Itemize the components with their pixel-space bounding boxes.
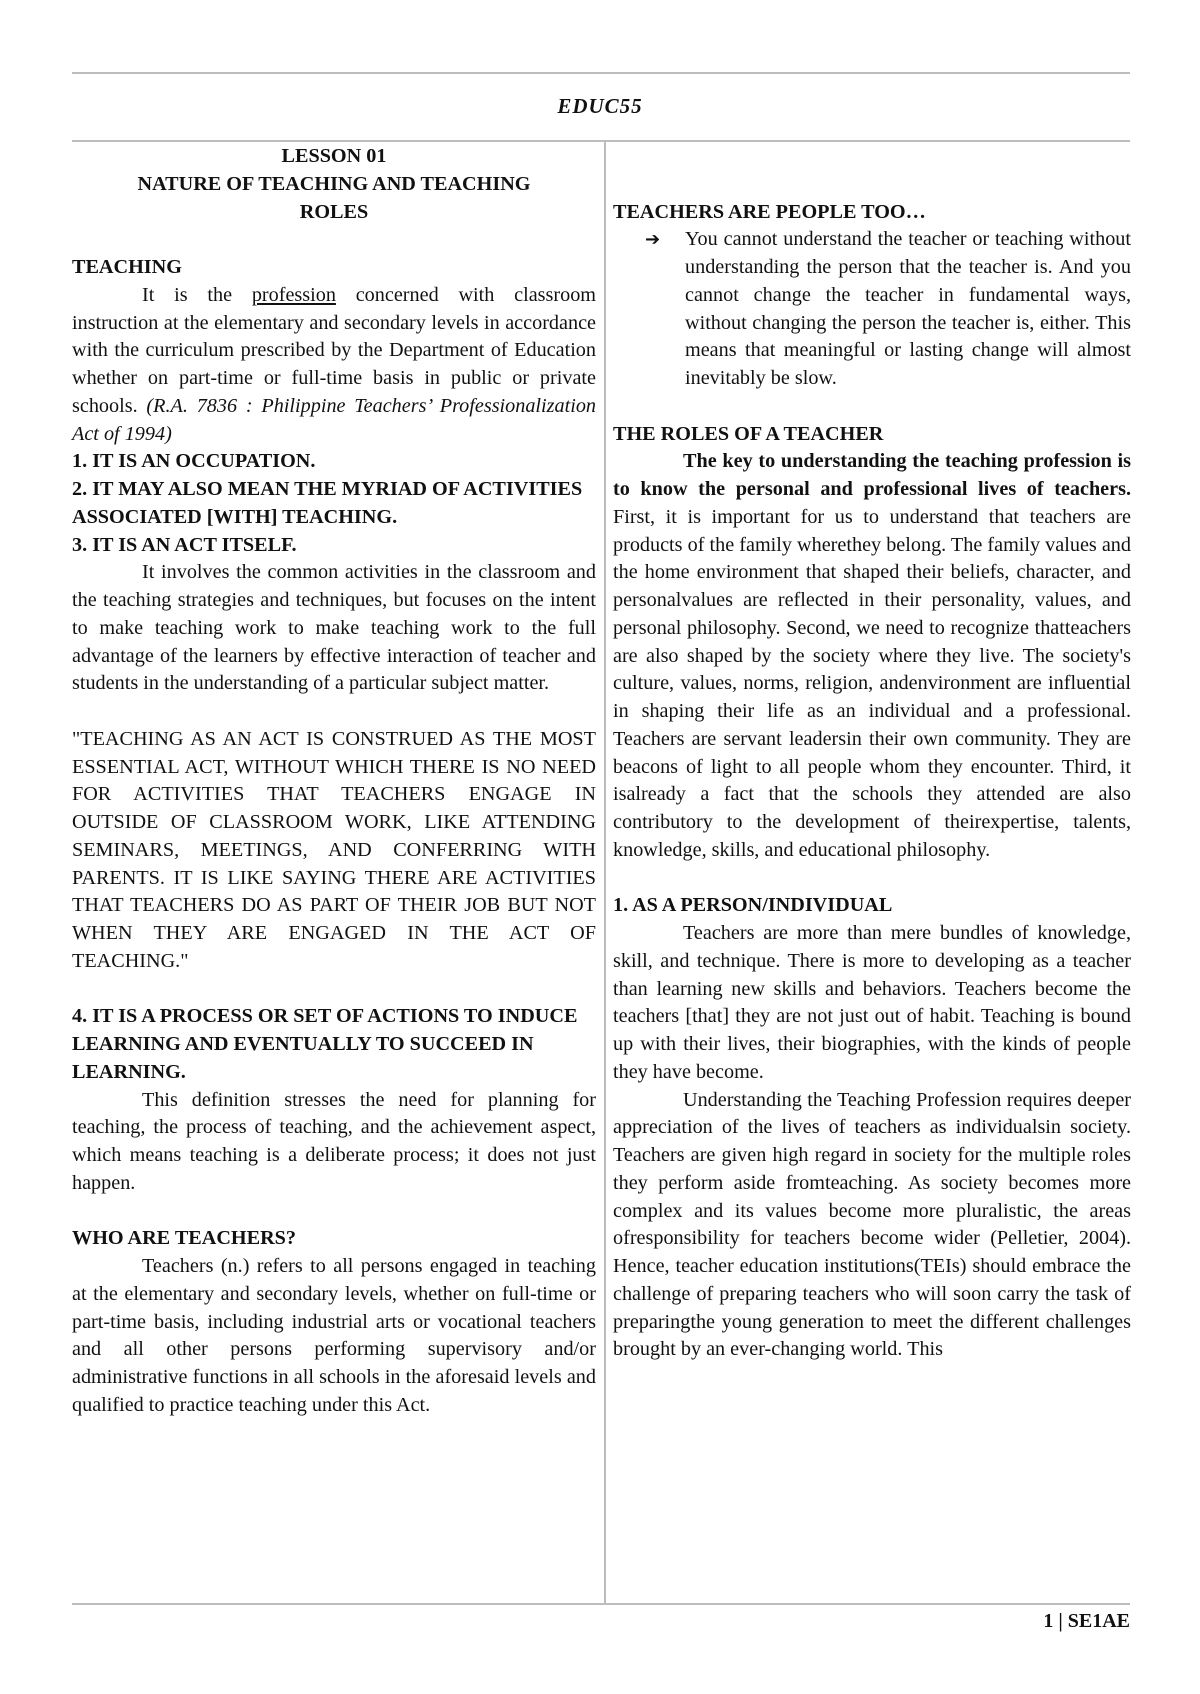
teaching-quote: "TEACHING AS AN ACT IS CONSTRUED AS THE MOST ESSENTIAL ACT, WITHOUT WHICH THERE IS NO NEED FOR ACTIVITIES THAT TEACHERS ENGAGE IN OUTSIDE OF CLASSROOM WORK, LIKE ATTENDING SEMINARS, MEETINGS, AND CONFERRING WITH PARENTS. IT IS LIKE SAYING THERE ARE ACTIVITIES THAT TEACHERS DO AS PART OF THEIR JOB BUT NOT WHEN THEY ARE ENGAGED IN THE ACT OF TEACHING." [72, 727, 596, 972]
teaching-item-3-body: It involves the common activities in the classroom and the teaching strategies and techniques, but focuses on the intent to make teaching work to make teaching work to the full advantage of the learners by effective interaction of teacher and students in the understanding of a particular subject matter. [72, 561, 596, 695]
roles-text: First, it is important for us to understand that teachers are products of the family wherethey belong. The family values and the home environment that shaped their beliefs, character, and personalvalues are reflected in their personality, values, and personal philosophy. Second, we need to recognize thatteachers are also shaped by the society where they live. The society's culture, values, norms, religion, andenvironment are influential in shaping their life as an individual and a professional. Teachers are servant leadersin their own community. They are beacons of light to all people whom they encounter. Third, it isalready a fact that the schools they attended are also contributory to the development of theirexpertise, talents, knowledge, skills, and educational philosophy. [613, 505, 1131, 861]
profession-term: profession [251, 283, 336, 306]
roles-key-statement: The key to understanding the teaching profession is to know the personal and professional lives of teachers. [613, 450, 1131, 500]
teaching-definition [72, 282, 596, 449]
teaching-item-4: 4. IT IS A PROCESS OR SET OF ACTIONS TO INDUCE LEARNING AND EVENTUALLY TO SUCCEED IN LEARNING. [72, 1005, 578, 1083]
person-heading: 1. AS A PERSON/INDIVIDUAL [613, 894, 893, 917]
teaching-item-2: 2. IT MAY ALSO MEAN THE MYRIAD OF ACTIVITIES ASSOCIATED [WITH] TEACHING. [72, 478, 583, 528]
who-are-teachers-heading: WHO ARE TEACHERS? [72, 1227, 296, 1250]
column-divider [604, 140, 606, 1603]
lesson-title-line-1: NATURE OF TEACHING AND TEACHING [137, 172, 531, 195]
header-rule [72, 140, 1130, 142]
right-column [613, 143, 1131, 1364]
lesson-number: LESSON 01 [281, 145, 387, 167]
teachers-people-heading: TEACHERS ARE PEOPLE TOO… [613, 200, 926, 223]
running-header: EDUC55 [557, 94, 643, 118]
page-footer: 1 | SE1AE [1043, 1610, 1130, 1632]
definition-text-start: It is the [142, 283, 252, 306]
roles-heading: THE ROLES OF A TEACHER [613, 422, 884, 445]
teaching-heading: TEACHING [72, 256, 182, 278]
definition-text: concerned with classroom instruction at the elementary and secondary levels in accordance with the curriculum prescribed by the Department of Education whether on part-time or full-time basis in public or private schools. [72, 283, 596, 417]
teaching-item-3: 3. IT IS AN ACT ITSELF. [72, 533, 297, 556]
left-column [72, 143, 596, 1420]
footer-rule [72, 1603, 1130, 1605]
teachers-people-bullet [613, 226, 1131, 393]
arrow-bullet-icon: ➔ [645, 229, 661, 251]
teaching-item-4-body: This definition stresses the need for planning for teaching, the process of teaching, and the achievement aspect, which means teaching is a deliberate process; it does not just happen. [72, 1088, 596, 1194]
roles-body [613, 448, 1131, 864]
bullet-text: You cannot understand the teacher or teaching without understanding the person that the teacher is. And you cannot change the teacher in fundamental ways, without changing the person the teacher is, either. This means that meaningful or lasting change will almost inevitably be slow. [685, 228, 1131, 389]
person-paragraph-1: Teachers are more than mere bundles of knowledge, skill, and technique. There is more to developing as a teacher than learning new skills and behaviors. Teachers become the teachers [that] they are not just out of habit. Teaching is bound up with their lives, their biographies, with the kinds of people they have become. [613, 922, 1131, 1083]
person-paragraph-2: Understanding the Teaching Profession requires deeper appreciation of the lives of teachers as individualsin society. Teachers are given high regard in society for the multiple roles they perform aside fromteaching. As society becomes more complex and its values become more pluralistic, the areas ofresponsibility for teachers become wider (Pelletier, 2004). Hence, teacher education institutions(TEIs) should embrace the challenge of preparing teachers who will soon carry the task of preparingthe young generation to meet the different challenges brought by an ever-changing world. This [613, 1088, 1131, 1361]
definition-citation: (R.A. 7836 : Philippine Teachers’ Professionalization Act of 1994) [72, 394, 597, 445]
who-are-teachers-body: Teachers (n.) refers to all persons engaged in teaching at the elementary and secondary levels, whether on full-time or part-time basis, including industrial arts or vocational teachers and all other persons performing supervisory and/or administrative functions in all schools in the aforesaid levels and qualified to practice teaching under this Act. [72, 1255, 596, 1416]
lesson-title-line-2: ROLES [299, 200, 369, 223]
top-rule [72, 72, 1130, 74]
teaching-item-1: 1. IT IS AN OCCUPATION. [72, 450, 316, 473]
